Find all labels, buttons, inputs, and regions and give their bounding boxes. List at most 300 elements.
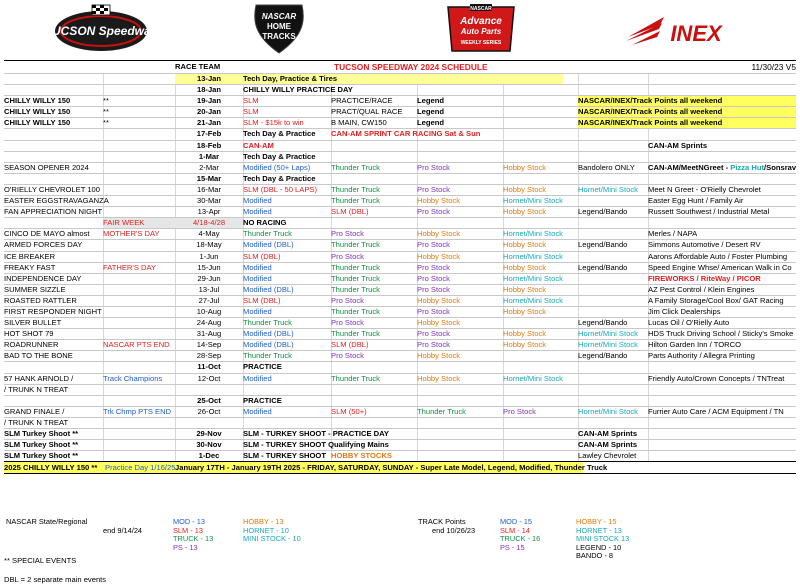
nascar-points-class: TRUCK - 13 xyxy=(173,534,214,544)
cell-text: SLM (DBL) xyxy=(331,340,369,350)
cell-text: SILVER BULLET xyxy=(4,318,62,328)
schedule-row xyxy=(4,284,796,295)
cell-c6 xyxy=(578,118,796,128)
cell-c5 xyxy=(503,207,578,217)
grid-line xyxy=(503,96,504,106)
cell-c3 xyxy=(331,307,417,317)
cell-c3 xyxy=(331,263,417,273)
cell-c4 xyxy=(417,296,503,306)
cell-text: PRACTICE xyxy=(243,362,282,372)
cell-text: 29-Jun xyxy=(197,273,221,283)
grid-line xyxy=(103,141,104,151)
cell-c5 xyxy=(503,274,578,284)
cell-text: CHILLY WILLY 150 xyxy=(4,107,71,117)
cell-text: Pro Stock xyxy=(417,306,450,316)
cell-date xyxy=(175,307,243,317)
title-row xyxy=(4,60,796,73)
grid-line xyxy=(648,385,649,395)
cell-c5 xyxy=(503,329,578,339)
schedule-row xyxy=(4,350,796,361)
cell-text: FAIR WEEK xyxy=(103,218,145,228)
cell-text: / TRUNK N TREAT xyxy=(4,417,69,427)
grid-line xyxy=(103,185,104,195)
cell-date xyxy=(175,274,243,284)
cell-c7 xyxy=(648,329,796,339)
cell-c3 xyxy=(331,274,417,284)
cell-date xyxy=(175,218,243,228)
cell-text: 20-Jan xyxy=(196,107,222,117)
cell-note xyxy=(103,218,175,228)
cell-name xyxy=(4,307,103,317)
cell-text: Trk Chmp PTS END xyxy=(103,406,172,416)
cell-c3 xyxy=(331,96,417,106)
event-2025-details: January 17TH - January 19TH 2025 - FRIDAY, SATURDAY, SUNDAY - Super Late Model, Legend, Modified, Thunder Truck xyxy=(175,463,608,473)
cell-c2 xyxy=(243,396,563,406)
cell-c4 xyxy=(417,307,503,317)
schedule-row xyxy=(4,417,796,428)
cell-text: B MAIN, CW150 xyxy=(331,118,387,128)
cell-c5 xyxy=(503,163,578,173)
grid-line xyxy=(103,307,104,317)
cell-name xyxy=(4,240,103,250)
cell-text: Pro Stock xyxy=(417,262,450,272)
cell-c4 xyxy=(417,285,503,295)
cell-c2 xyxy=(243,163,331,173)
cell-c4 xyxy=(417,229,503,239)
cell-text: 30-Mar xyxy=(196,196,222,206)
cell-c2 xyxy=(243,85,563,95)
cell-name xyxy=(4,163,103,173)
cell-text: CAN-AM Sprints xyxy=(648,140,708,150)
cell-c6 xyxy=(578,107,796,117)
grid-line xyxy=(648,85,649,95)
cell-text: Pro Stock xyxy=(331,251,364,261)
grid-line xyxy=(103,440,104,450)
schedule-row xyxy=(4,162,796,173)
grid-line xyxy=(103,451,104,461)
cell-c5 xyxy=(503,307,578,317)
grid-line xyxy=(503,418,504,428)
cell-date xyxy=(175,141,243,151)
event-2025-name: 2025 CHILLY WILLY 150 ** xyxy=(4,462,105,473)
grid-line xyxy=(578,85,579,95)
cell-c4 xyxy=(417,118,503,128)
cell-text: 11-Oct xyxy=(197,362,221,372)
cell-c6 xyxy=(578,329,648,339)
cell-text: Modified xyxy=(243,196,272,206)
cell-c7 xyxy=(648,263,796,273)
cell-date xyxy=(175,185,243,195)
cell-text: Lucas Oil / O'Rielly Auto xyxy=(648,318,730,328)
cell-text: Tech Day & Practice xyxy=(243,151,316,161)
cell-c7 xyxy=(648,141,796,151)
grid-line xyxy=(578,307,579,317)
cell-text: Legend xyxy=(417,118,445,128)
cell-text: Pro Stock xyxy=(331,229,364,239)
cell-c2 xyxy=(243,207,331,217)
grid-line xyxy=(578,362,579,372)
cell-date xyxy=(175,340,243,350)
cell-c3 xyxy=(331,318,417,328)
cell-text: 12-Oct xyxy=(197,373,221,383)
cell-text: FREAKY FAST xyxy=(4,262,56,272)
grid-line xyxy=(103,396,104,406)
nascar-points-class: MINI STOCK - 10 xyxy=(243,534,301,544)
grid-line xyxy=(417,418,418,428)
cell-c2 xyxy=(243,107,331,117)
cell-date xyxy=(175,296,243,306)
cell-name xyxy=(4,107,103,117)
cell-text: Pro Stock xyxy=(503,406,536,416)
grid-line xyxy=(503,107,504,117)
cell-text: Thunder Truck xyxy=(243,229,292,239)
schedule-table xyxy=(4,60,796,474)
grid-line xyxy=(331,418,332,428)
schedule-row xyxy=(4,217,796,228)
cell-text: Legend/Bando xyxy=(578,351,628,361)
cell-text: Hobby Stock xyxy=(417,295,461,305)
grid-line xyxy=(578,285,579,295)
cell-text: ICE BREAKER xyxy=(4,251,56,261)
cell-text: 18-Feb xyxy=(196,140,222,150)
cell-c3 xyxy=(331,285,417,295)
grid-line xyxy=(648,396,649,406)
cell-date xyxy=(175,74,243,84)
cell-c6 xyxy=(578,163,648,173)
cell-text: SLM (DBL - 50 LAPS) xyxy=(243,184,317,194)
cell-name xyxy=(4,118,103,128)
track-points-class: MOD - 15 xyxy=(500,517,533,526)
cell-name xyxy=(4,96,103,106)
cell-text: 10-Aug xyxy=(196,306,222,316)
cell-text: Thunder Truck xyxy=(331,329,380,339)
cell-text: 29-Nov xyxy=(196,429,222,438)
cell-text: 57 HANK ARNOLD / xyxy=(4,373,74,383)
cell-text: Thunder Truck xyxy=(417,406,466,416)
grid-line xyxy=(578,374,579,384)
cell-text: Hobby Stock xyxy=(503,207,547,217)
cell-text: Hobby Stock xyxy=(417,251,461,261)
cell-c6 xyxy=(578,440,796,450)
grid-line xyxy=(417,385,418,395)
cell-c6 xyxy=(578,451,796,461)
grid-line xyxy=(103,418,104,428)
cell-c2 xyxy=(243,252,331,262)
cell-text: Thunder Truck xyxy=(331,196,380,206)
cell-text: Speed Engine Whse/ American Walk in Co xyxy=(648,262,792,272)
cell-text: FAN APPRECIATION NIGHT xyxy=(4,207,103,217)
schedule-row xyxy=(4,106,796,117)
grid-line xyxy=(103,318,104,328)
cell-text: Legend/Bando xyxy=(578,262,628,272)
cell-c6 xyxy=(578,429,796,439)
cell-text: Friendly Auto/Crown Concepts / TNTreat xyxy=(648,373,785,383)
schedule-row xyxy=(4,117,796,128)
grid-line xyxy=(648,152,649,162)
cell-text: MOTHER'S DAY xyxy=(103,229,160,239)
grid-line xyxy=(648,362,649,372)
schedule-row xyxy=(4,95,796,106)
cell-name xyxy=(4,329,103,339)
grid-line xyxy=(103,351,104,361)
track-points-class: HORNET - 13 xyxy=(576,525,622,535)
grid-line xyxy=(578,174,579,184)
schedule-row xyxy=(4,151,796,162)
cell-c5 xyxy=(503,285,578,295)
cell-c2 xyxy=(243,407,331,417)
advance-logo-text-1: NASCAR xyxy=(470,6,492,12)
cell-c7 xyxy=(648,185,796,195)
logo-strip xyxy=(0,0,800,58)
cell-text: Hornet/Mini Stock xyxy=(578,406,638,416)
nascar-points-class: PS - 13 xyxy=(173,542,198,552)
cell-c3 xyxy=(331,207,417,217)
cell-text: Tech Day, Practice & Tires xyxy=(243,74,338,83)
track-points-class: MINI STOCK 13 xyxy=(576,534,630,544)
cell-text: Legend/Bando xyxy=(578,207,628,217)
cell-c6 xyxy=(578,185,648,195)
cell-text: Pizza Hut xyxy=(730,162,765,172)
track-points-class: PS - 15 xyxy=(500,542,525,552)
cell-text: 1-Dec xyxy=(198,451,220,461)
cell-text: Thunder Truck xyxy=(331,162,380,172)
cell-date xyxy=(175,196,243,206)
cell-text: BAD TO THE BONE xyxy=(4,351,73,361)
cell-text: / RiteWay / PICOR xyxy=(694,273,761,283)
footnote-special-events: ** SPECIAL EVENTS xyxy=(4,556,77,565)
cell-c2 xyxy=(243,340,331,350)
cell-c3 xyxy=(331,296,417,306)
schedule-row xyxy=(4,273,796,284)
schedule-row xyxy=(4,439,796,450)
cell-text: Hobby Stock xyxy=(417,373,461,383)
grid-line xyxy=(103,74,104,84)
nascar-home-text-1: NASCAR xyxy=(261,12,297,21)
grid-line xyxy=(578,418,579,428)
grid-line xyxy=(578,218,579,228)
cell-c2 xyxy=(243,118,331,128)
cell-date xyxy=(175,85,243,95)
cell-text: PRACTICE/RACE xyxy=(331,96,393,106)
cell-text: Hornet/Mini Stock xyxy=(503,229,563,239)
cell-c7 xyxy=(648,285,796,295)
cell-text: SLM xyxy=(243,107,259,117)
cell-c2 xyxy=(243,74,563,84)
cell-text: 18-Jan xyxy=(196,85,222,95)
cell-text: NASCAR/INEX/Track Points all weekend xyxy=(578,96,723,106)
grid-line xyxy=(175,385,176,395)
track-points-class: LEGEND - 10 xyxy=(576,542,622,552)
cell-c2 xyxy=(243,351,331,361)
cell-text: Pro Stock xyxy=(331,295,364,305)
cell-c3 xyxy=(331,229,417,239)
cell-c6 xyxy=(578,340,648,350)
cell-c4 xyxy=(417,207,503,217)
grid-line xyxy=(103,174,104,184)
cell-text: Hornet/Mini Stock xyxy=(503,373,563,383)
nascar-points-class: SLM - 13 xyxy=(173,525,203,535)
schedule-row xyxy=(4,73,796,84)
cell-note xyxy=(103,374,175,384)
cell-c7 xyxy=(648,296,796,306)
cell-name xyxy=(4,440,103,450)
cell-date xyxy=(175,351,243,361)
cell-text: O'RIELLY CHEVROLET 100 xyxy=(4,184,100,194)
cell-date xyxy=(175,240,243,250)
cell-text: Bandolero ONLY xyxy=(578,162,635,172)
cell-text: SUMMER SIZZLE xyxy=(4,284,66,294)
cell-name xyxy=(4,285,103,295)
cell-name xyxy=(4,418,103,428)
cell-text: Hornet/Mini Stock xyxy=(503,295,563,305)
event-2025-practice: Practice Day 1/16/25 xyxy=(105,463,176,473)
cell-name xyxy=(4,407,103,417)
cell-text: EASTER EGGSTRAVAGANZA xyxy=(4,196,109,206)
cell-c3 xyxy=(331,196,417,206)
cell-text: CAN-AM/MeetNGreet - xyxy=(648,162,731,172)
cell-text: Pro Stock xyxy=(331,351,364,361)
grid-line xyxy=(578,385,579,395)
cell-text: Tech Day & Practice xyxy=(243,129,316,139)
inex-logo xyxy=(624,3,734,55)
schedule-row xyxy=(4,384,796,395)
cell-c7 xyxy=(648,207,796,217)
cell-c2 xyxy=(243,362,563,372)
cell-text: Thunder Truck xyxy=(243,351,292,361)
cell-text: PRACT/QUAL RACE xyxy=(331,107,403,117)
cell-c2 xyxy=(243,174,563,184)
grid-line xyxy=(103,207,104,217)
grid-line xyxy=(578,141,579,151)
grid-line xyxy=(243,418,244,428)
cell-name xyxy=(4,229,103,239)
cell-text: Pro Stock xyxy=(417,340,450,350)
cell-c3 xyxy=(331,451,571,461)
cell-text: Hobby Stock xyxy=(503,284,547,294)
cell-date xyxy=(175,429,243,439)
cell-c7 xyxy=(648,351,796,361)
cell-text: 1-Jun xyxy=(199,251,219,261)
grid-line xyxy=(578,252,579,262)
nascar-points-label: NASCAR State/Regional xyxy=(6,517,88,526)
cell-text: FIRST RESPONDER NIGHT xyxy=(4,306,102,316)
cell-date xyxy=(175,207,243,217)
cell-c7 xyxy=(648,229,796,239)
cell-c5 xyxy=(503,252,578,262)
cell-text: 18-May xyxy=(196,240,222,250)
cell-note xyxy=(103,407,175,417)
cell-text: Hobby Stock xyxy=(417,351,461,361)
cell-date xyxy=(175,407,243,417)
cell-c2 xyxy=(243,185,331,195)
cell-c3 xyxy=(331,374,417,384)
cell-c5 xyxy=(503,185,578,195)
grid-line xyxy=(648,129,649,139)
cell-text: SLM xyxy=(243,96,259,106)
grid-line xyxy=(648,74,649,84)
cell-c4 xyxy=(417,163,503,173)
cell-text: ** xyxy=(103,107,109,117)
cell-text: HOBBY STOCKS xyxy=(331,451,392,461)
cell-text: 2-Mar xyxy=(199,162,219,172)
cell-text: SLM - TURKEY SHOOT xyxy=(243,451,326,461)
cell-text: Hobby Stock xyxy=(417,196,461,206)
track-points-label: TRACK Points xyxy=(418,517,466,526)
cell-c5 xyxy=(503,340,578,350)
cell-name xyxy=(4,429,103,439)
grid-line xyxy=(103,429,104,439)
cell-text: FATHER'S DAY xyxy=(103,262,157,272)
cell-c7 xyxy=(648,340,796,350)
cell-c5 xyxy=(503,374,578,384)
cell-text: FIREWORKS xyxy=(648,273,695,283)
cell-text: Thunder Truck xyxy=(331,284,380,294)
cell-text: Jim Click Dealerships xyxy=(648,306,721,316)
cell-name xyxy=(4,451,103,461)
cell-text: Easter Egg Hunt / Family Air xyxy=(648,196,744,206)
schedule-row xyxy=(4,373,796,384)
cell-note xyxy=(103,118,175,128)
nascar-points-end: end 9/14/24 xyxy=(103,525,143,535)
cell-text: Hobby Stock xyxy=(503,240,547,250)
grid-line xyxy=(578,129,579,139)
cell-text: Parts Authority / Allegra Printing xyxy=(648,351,755,361)
cell-text: CAN-AM SPRINT CAR RACING Sat & Sun xyxy=(331,129,481,139)
tucson-logo-text: TUCSON Speedway xyxy=(44,24,158,38)
grid-line xyxy=(103,285,104,295)
cell-c4 xyxy=(417,252,503,262)
cell-text: 28-Sep xyxy=(196,351,222,361)
cell-c5 xyxy=(503,196,578,206)
cell-date xyxy=(175,118,243,128)
schedule-row xyxy=(4,195,796,206)
cell-text: CHILLY WILLY PRACTICE DAY xyxy=(243,85,353,95)
grid-line xyxy=(648,418,649,428)
cell-text: Pro Stock xyxy=(417,207,450,217)
cell-date xyxy=(175,229,243,239)
cell-c4 xyxy=(417,263,503,273)
schedule-row xyxy=(4,84,796,95)
nascar-points-class: HORNET - 10 xyxy=(243,525,289,535)
cell-text: Thunder Truck xyxy=(331,373,380,383)
cell-c2 xyxy=(243,141,563,151)
cell-text: 14-Sep xyxy=(196,340,222,350)
cell-text: Pro Stock xyxy=(417,240,450,250)
grid-line xyxy=(578,274,579,284)
cell-text: 31-Aug xyxy=(196,329,222,339)
cell-text: 4/18-4/28 xyxy=(192,218,226,228)
cell-text: Meet N Greet - O'Rielly Chevrolet xyxy=(648,184,761,194)
cell-c2 xyxy=(243,152,563,162)
schedule-row xyxy=(4,361,796,372)
cell-c3 xyxy=(331,407,417,417)
cell-name xyxy=(4,196,109,206)
cell-c2 xyxy=(243,218,563,228)
cell-c2 xyxy=(243,196,331,206)
cell-c6 xyxy=(578,318,648,328)
cell-c5 xyxy=(503,229,578,239)
schedule-row xyxy=(4,206,796,217)
nascar-home-text-3: TRACKS xyxy=(262,32,296,41)
cell-text: Thunder Truck xyxy=(331,273,380,283)
cell-c3 xyxy=(331,240,417,250)
footnote-dbl: DBL = 2 separate main events xyxy=(4,575,107,584)
cell-c3 xyxy=(331,129,571,139)
advance-auto-parts-weekly-series-logo xyxy=(440,3,522,57)
cell-date xyxy=(175,329,243,339)
cell-name xyxy=(4,207,103,217)
cell-text: Modified xyxy=(243,306,272,316)
